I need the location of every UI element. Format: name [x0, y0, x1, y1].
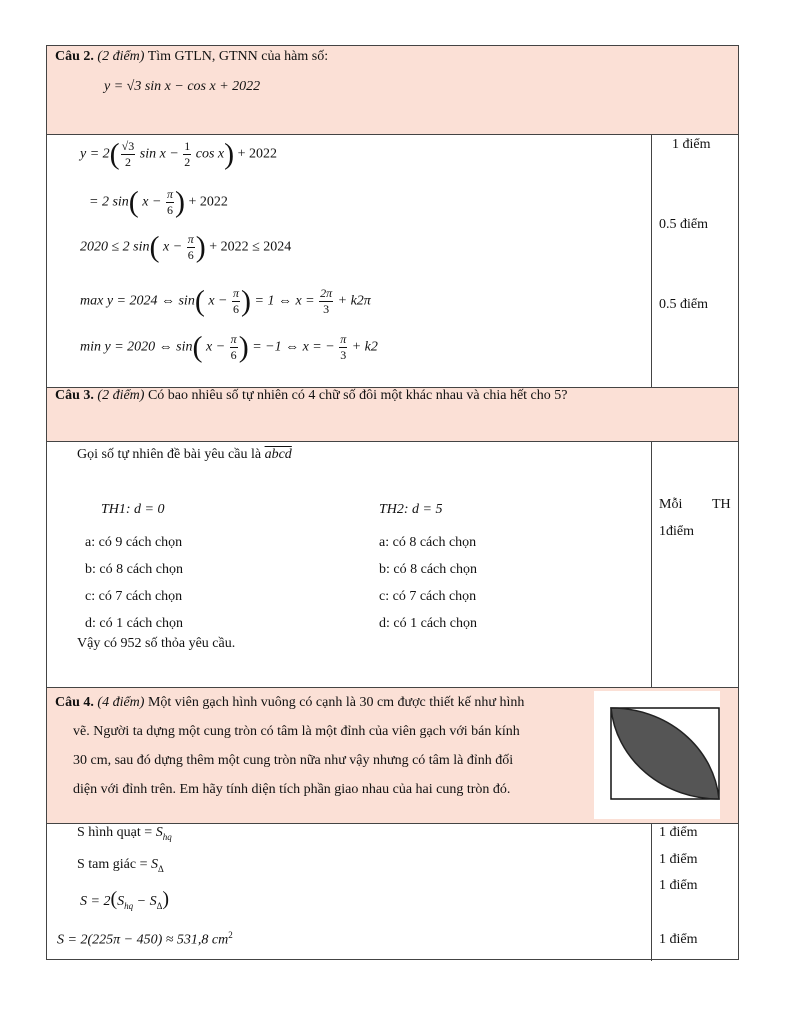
list-item: b: có 8 cách chọn: [379, 562, 477, 577]
q2-line-3: 2020 ≤ 2 sin( x − $\frac{\pi}{6}$ ) + 2022 ≤ 2024: [80, 230, 292, 264]
q4-line-3: $S = 2(S_{hq} - S_\Delta)$: [80, 888, 170, 911]
q4-score-4: 1 điểm: [659, 932, 698, 947]
q4-score-1: 1 điểm: [659, 825, 698, 840]
list-item: b: có 8 cách chọn: [85, 562, 183, 577]
q2-score-2: 0.5 điểm: [659, 217, 708, 232]
q2-number: Câu 2.: [55, 49, 94, 64]
q3-score-b: TH: [712, 497, 731, 512]
q2-line-1: y = 2( $\frac{√3}{2}$ sin x − $\frac{1}{2}$ cos x) + 2022: [80, 137, 278, 171]
q3-header: [47, 388, 738, 442]
q3-conclusion: Vậy có 952 số thỏa yêu cầu.: [77, 636, 236, 651]
q3-case-2: TH2: d = 5: [379, 502, 443, 517]
q2-line-4: max y = 2024 ⇔ sin( x − $\frac{\pi}{6}$ ) = 1 ⇔ x = $\frac{2\pi}{3}$ + k2π: [80, 284, 371, 318]
q3-solution: [47, 442, 738, 688]
q2-line-5: min y = 2020 ⇔ sin( x − $\frac{\pi}{6}$ ) = −1 ⇔ x = − $\frac{\pi}{3}$ + k2: [80, 330, 378, 364]
q2-header: [47, 46, 738, 135]
q3-number: Câu 3.: [55, 388, 94, 403]
list-item: c: có 7 cách chọn: [379, 589, 477, 604]
q3-intro: Gọi số tự nhiên đề bài yêu cầu là abcd: [77, 447, 292, 462]
q3-score-c: 1điểm: [659, 524, 694, 539]
q4-score-2: 1 điểm: [659, 852, 698, 867]
q2-function: y = √3 sin x − cos x + 2022: [104, 79, 261, 94]
list-item: c: có 7 cách chọn: [85, 589, 183, 604]
q2-points: (2 điểm): [97, 49, 145, 64]
q4-figure: [594, 691, 720, 819]
q4-solution: [47, 824, 738, 961]
q3-text: Có bao nhiêu số tự nhiên có 4 chữ số đôi một khác nhau và chia hết cho 5?: [147, 388, 568, 403]
list-item: a: có 8 cách chọn: [379, 535, 477, 550]
q4-score-3: 1 điểm: [659, 878, 698, 893]
q3-abcd: abcd: [264, 447, 292, 462]
list-item: d: có 1 cách chọn: [85, 616, 183, 631]
q3-case-1-list: [85, 529, 183, 637]
q2-solution: [47, 135, 738, 388]
q4-line-1: S hình quạt = $S_{hq}$: [77, 825, 172, 842]
q3-case-2-list: [379, 529, 477, 637]
q4-line-2: S tam giác = $S_\Delta$: [77, 857, 164, 874]
q2-text: Tìm GTLN, GTNN của hàm số:: [147, 49, 329, 64]
q2-score-3: 0.5 điểm: [659, 297, 708, 312]
q4-header: [47, 688, 738, 824]
q3-score-a: Mỗi: [659, 497, 683, 512]
q2-line-2: = 2 sin( x − $\frac{\pi}{6}$ ) + 2022: [89, 185, 228, 219]
tile-diagram: [594, 691, 720, 819]
list-item: d: có 1 cách chọn: [379, 616, 477, 631]
q4-text: Câu 4. (4 điểm) Một viên gạch hình vuông có cạnh là 30 cm được thiết kế như hình vẽ. Người ta dựng một cung tròn có tâm là một đỉnh của viên gạch với bán kính 30 cm, sau đó dựng thêm một cung tròn nữa như vậy nhưng có tâm là đỉnh đối diện với đỉnh trên. Em hãy tính diện tích phần giao nhau của hai cung tròn đó.: [55, 695, 525, 797]
q3-points: (2 điểm): [97, 388, 145, 403]
list-item: a: có 9 cách chọn: [85, 535, 183, 550]
q2-score-1: 1 điểm: [672, 137, 711, 152]
q4-line-4: S = 2(225π − 450) ≈ 531,8 $cm^2$: [57, 930, 233, 948]
q3-case-1: TH1: d = 0: [101, 502, 165, 517]
answer-table: [46, 45, 739, 960]
